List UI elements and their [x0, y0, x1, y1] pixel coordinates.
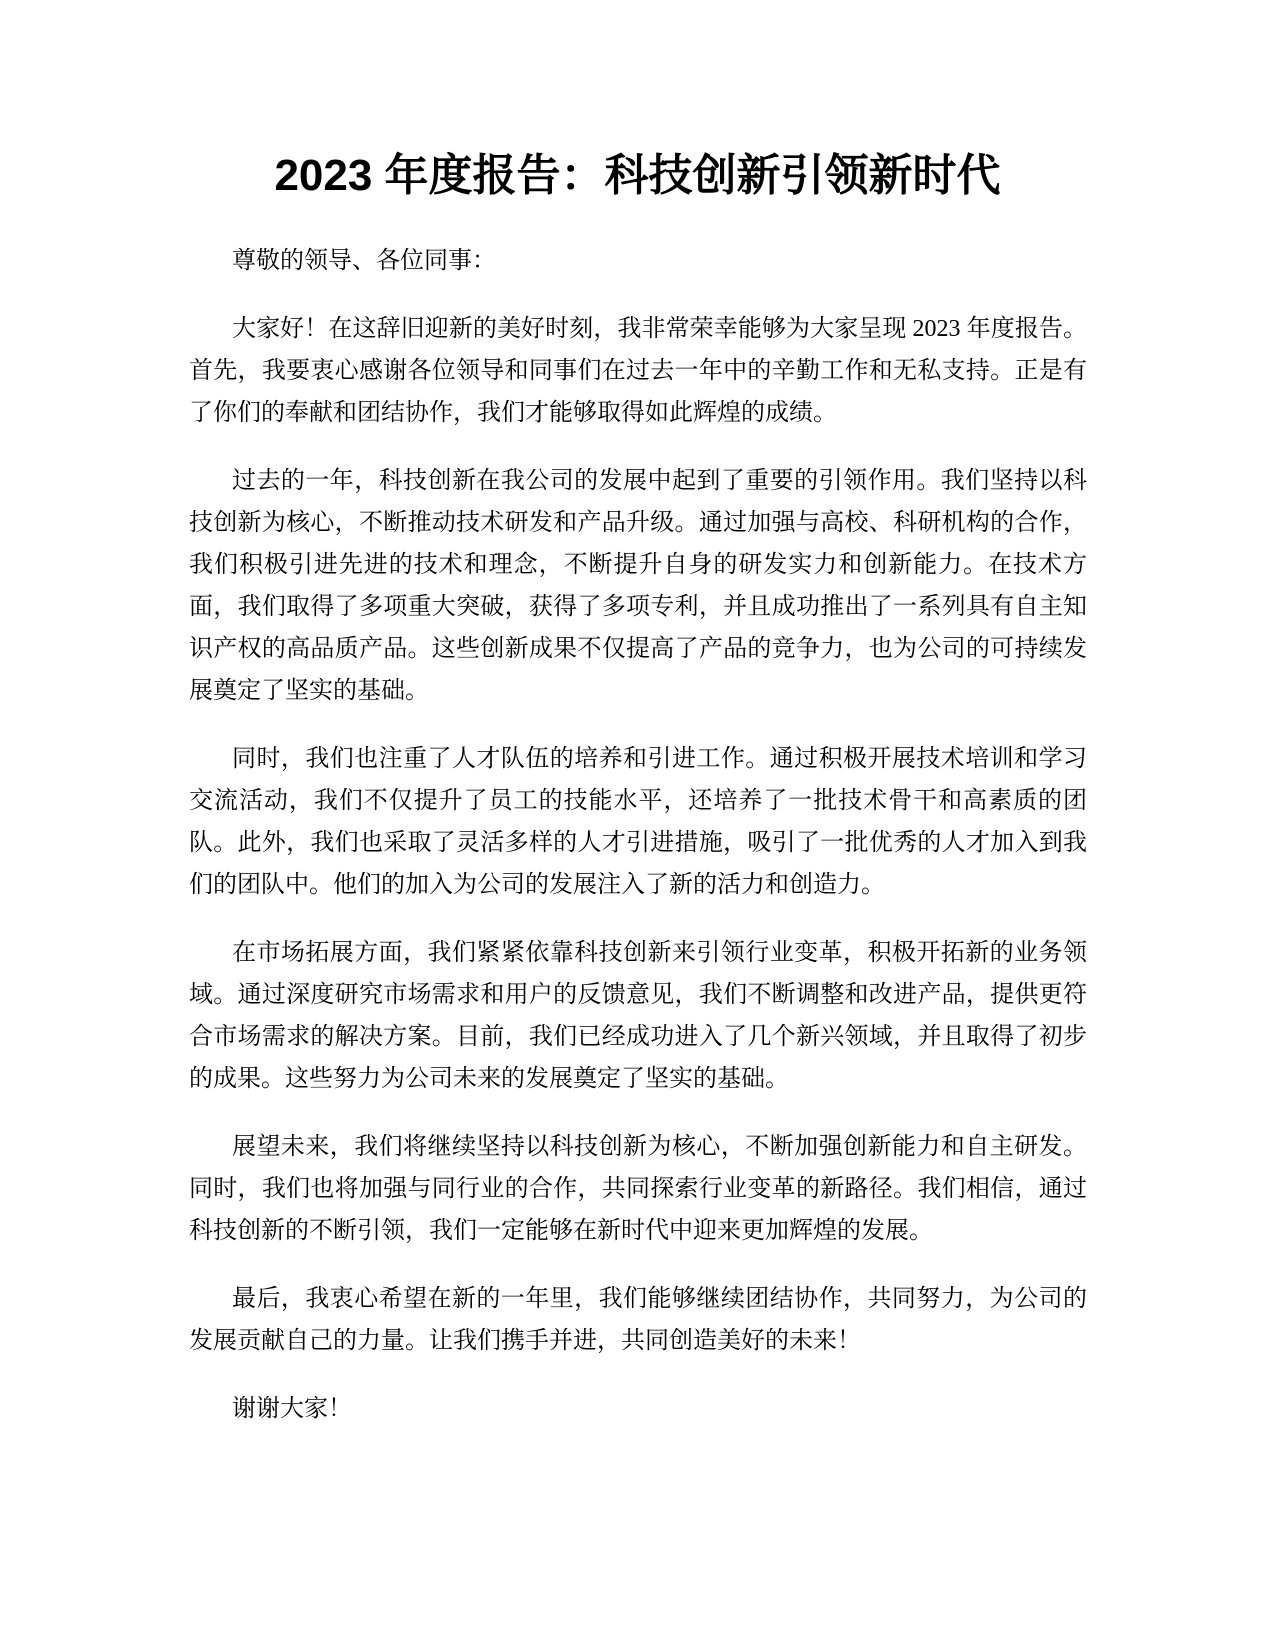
closing-paragraph: 最后，我衷心希望在新的一年里，我们能够继续团结协作，共同努力，为公司的发展贡献自己的力量。让我们携手并进，共同创造美好的未来！ — [189, 1286, 1087, 1354]
market-paragraph: 在市场拓展方面，我们紧紧依靠科技创新来引领行业变革，积极开拓新的业务领域。通过深度研究市场需求和用户的反馈意见，我们不断调整和改进产品，提供更符合市场需求的解决方案。目前，我们已经成功进入了几个新兴领域，并且取得了初步的成果。这些努力为公司未来的发展奠定了坚实的基础。 — [189, 940, 1087, 1092]
greeting-paragraph: 大家好！在这辞旧迎新的美好时刻，我非常荣幸能够为大家呈现 2023 年度报告。首先，我要衷心感谢各位领导和同事们在过去一年中的辛勤工作和无私支持。正是有了你们的奉献和团结协作，我们才能够取得如此辉煌的成绩。 — [189, 316, 1087, 426]
innovation-paragraph: 过去的一年，科技创新在我公司的发展中起到了重要的引领作用。我们坚持以科技创新为核心，不断推动技术研发和产品升级。通过加强与高校、科研机构的合作，我们积极引进先进的技术和理念，不断提升自身的研发实力和创新能力。在技术方面，我们取得了多项重大突破，获得了多项专利，并且成功推出了一系列具有自主知识产权的高品质产品。这些创新成果不仅提高了产品的竞争力，也为公司的可持续发展奠定了坚实的基础。 — [189, 468, 1087, 704]
document-body — [189, 240, 1087, 1456]
talent-paragraph: 同时，我们也注重了人才队伍的培养和引进工作。通过积极开展技术培训和学习交流活动，我们不仅提升了员工的技能水平，还培养了一批技术骨干和高素质的团队。此外，我们也采取了灵活多样的人才引进措施，吸引了一批优秀的人才加入到我们的团队中。他们的加入为公司的发展注入了新的活力和创造力。 — [189, 746, 1087, 898]
outlook-paragraph: 展望未来，我们将继续坚持以科技创新为核心，不断加强创新能力和自主研发。同时，我们也将加强与同行业的合作，共同探索行业变革的新路径。我们相信，通过科技创新的不断引领，我们一定能够在新时代中迎来更加辉煌的发展。 — [189, 1134, 1087, 1244]
salutation-paragraph: 尊敬的领导、各位同事： — [232, 248, 496, 274]
document-title: 2023 年度报告：科技创新引领新时代 — [274, 151, 1001, 200]
thanks-paragraph: 谢谢大家！ — [232, 1396, 352, 1422]
